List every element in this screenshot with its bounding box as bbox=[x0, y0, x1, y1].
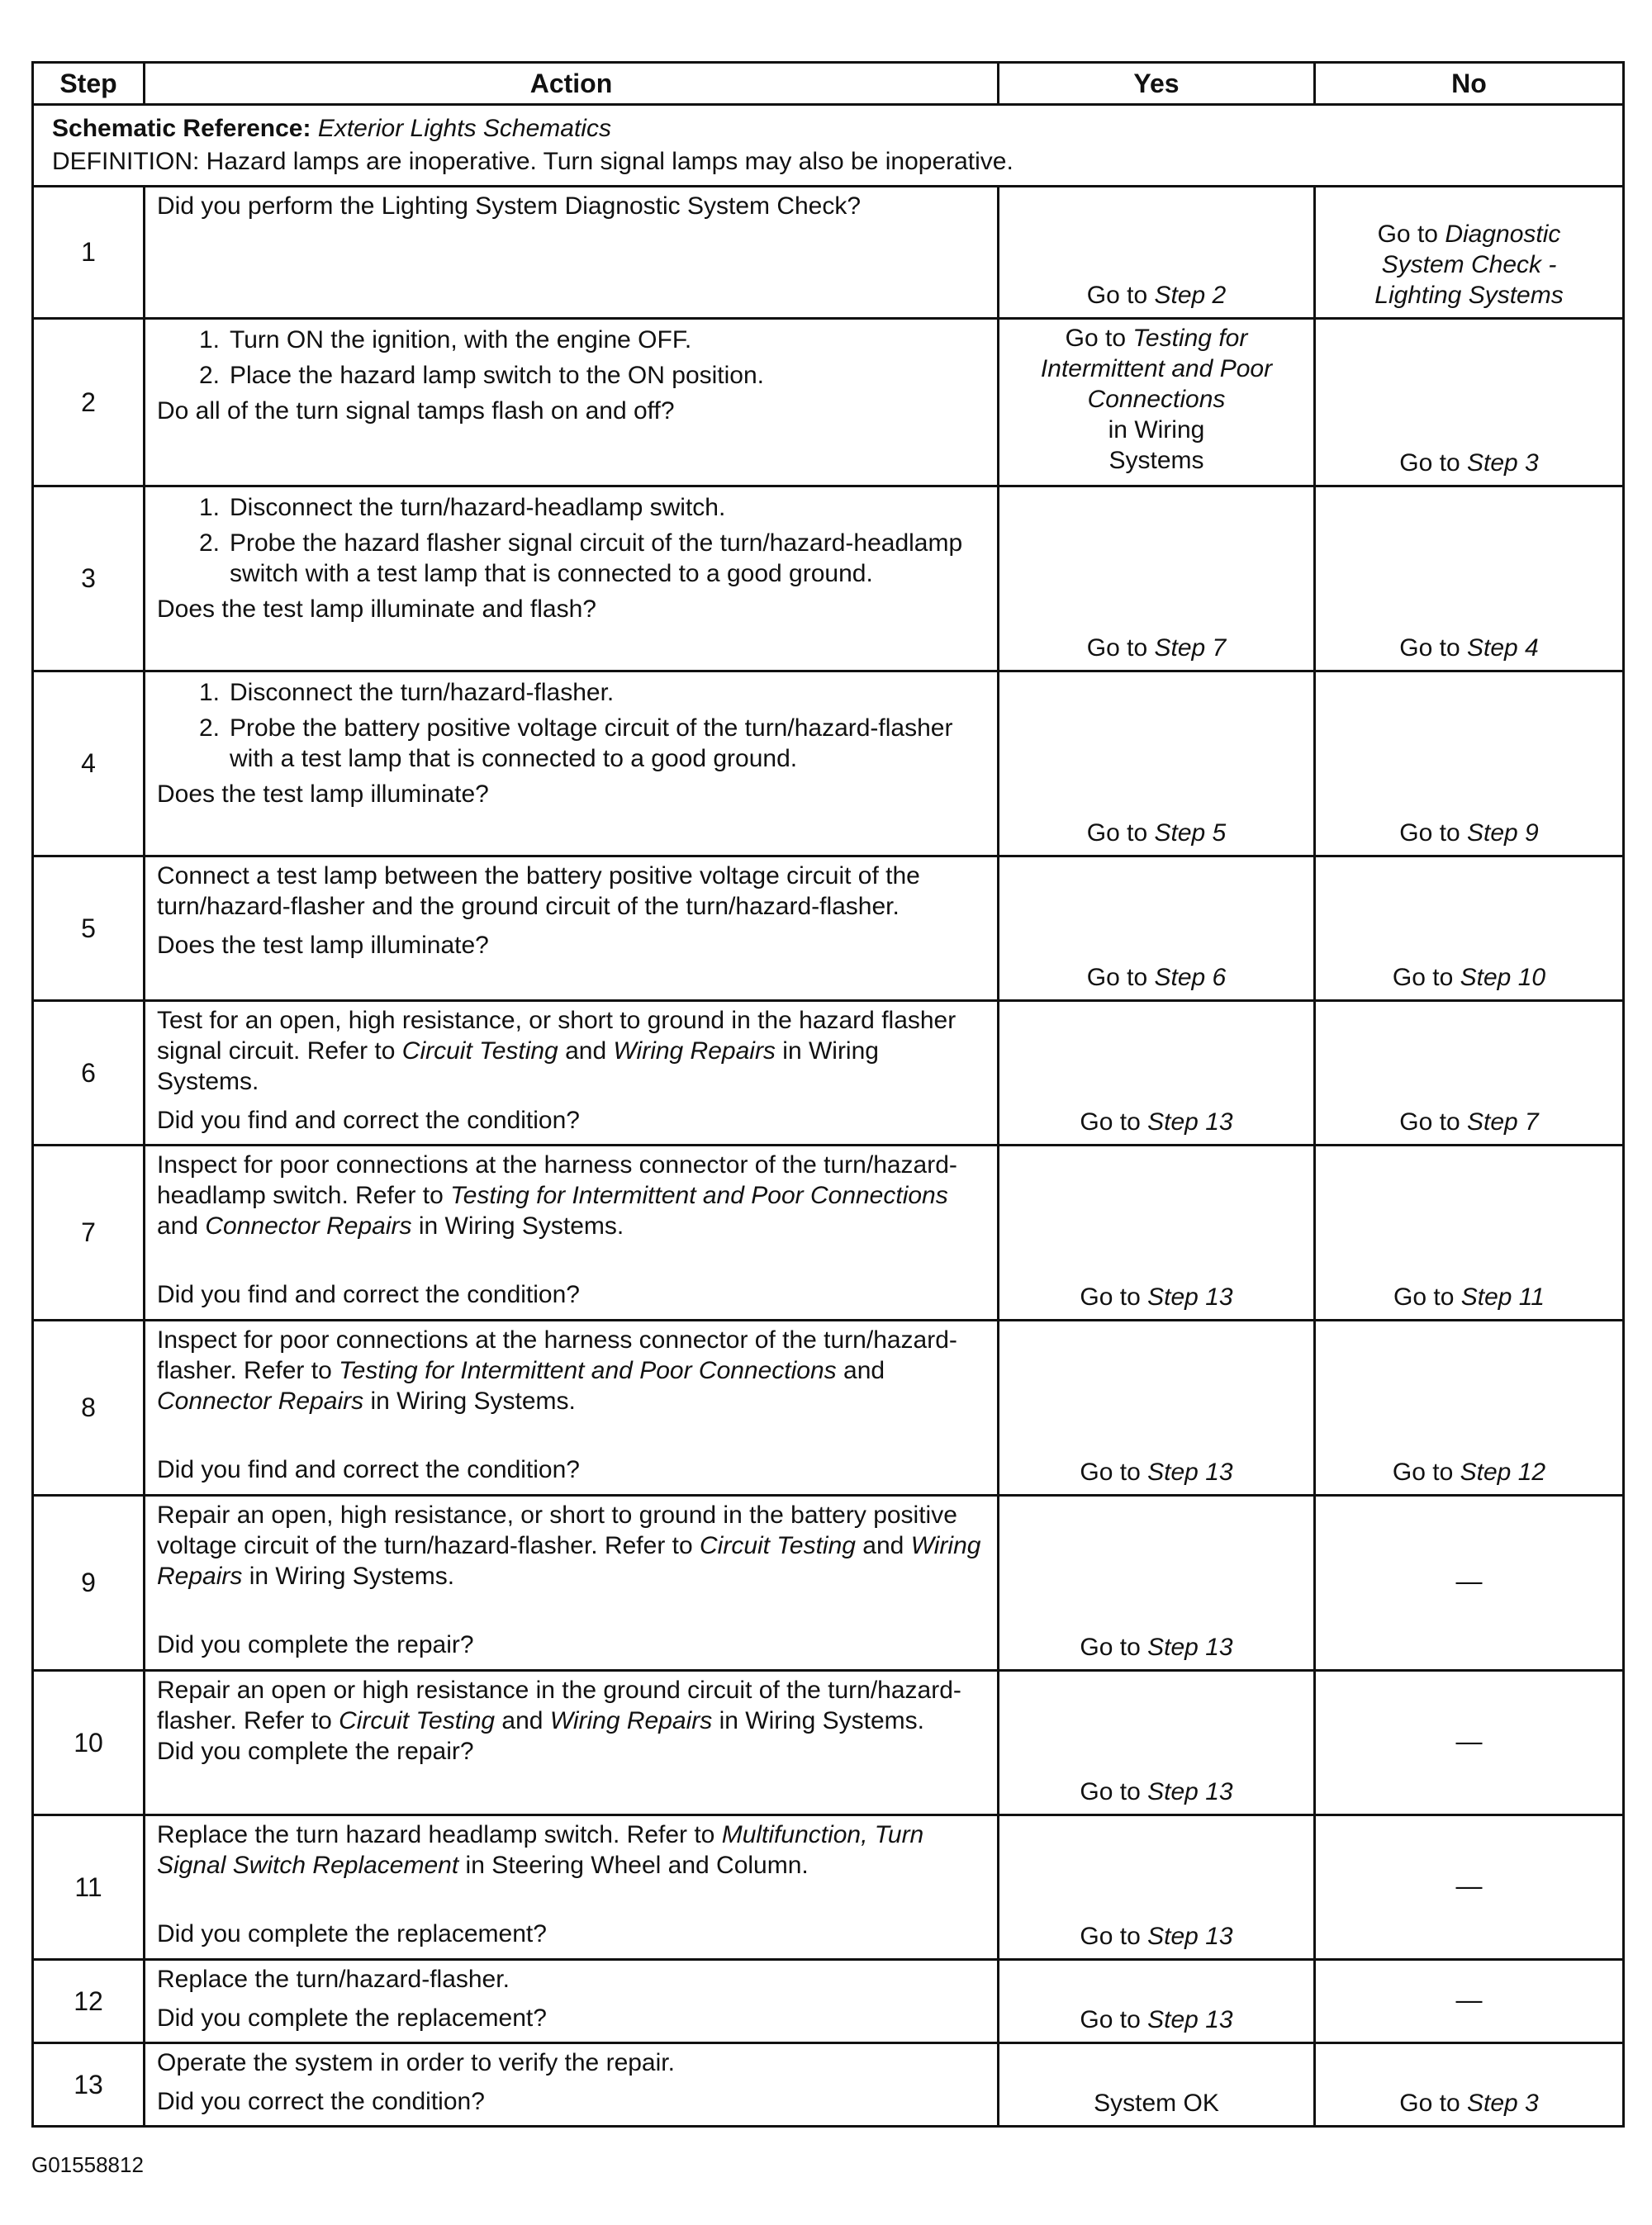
yes-cell bbox=[999, 1001, 1315, 1146]
action-cell bbox=[145, 187, 999, 319]
table-header-row bbox=[33, 63, 1624, 105]
goto-label: Go to bbox=[1080, 1778, 1141, 1805]
goto-label: Go to bbox=[1080, 2006, 1141, 2033]
action-cell bbox=[145, 856, 999, 1001]
goto-label: Go to bbox=[1080, 1923, 1141, 1950]
step-number: 8 bbox=[33, 1321, 145, 1496]
yes-cell: System OK bbox=[999, 2043, 1315, 2127]
step-number: 10 bbox=[33, 1671, 145, 1815]
yes-target: Step 13 bbox=[1147, 1634, 1233, 1661]
yes-target: Step 13 bbox=[1147, 1459, 1233, 1486]
goto-label: Go to bbox=[1086, 282, 1148, 309]
no-cell: — bbox=[1315, 1960, 1624, 2043]
action-cell bbox=[145, 1671, 999, 1815]
diagnostic-table bbox=[31, 61, 1625, 2128]
action-text: Replace the turn hazard headlamp switch. Refer to Multifunction, Turn Signal Switch Replacement in Steering Wheel and Column. bbox=[157, 1821, 924, 1879]
yes-target-1: Testing for bbox=[1132, 325, 1248, 352]
item-text: Probe the battery positive voltage circuit of the turn/hazard-flasher with a test lamp that is connected to a good ground. bbox=[230, 714, 953, 772]
no-cell bbox=[1315, 1001, 1624, 1146]
action-cell bbox=[145, 1960, 999, 2043]
yes-target: Step 13 bbox=[1147, 1283, 1233, 1311]
item-text: Disconnect the turn/hazard-flasher. bbox=[230, 679, 615, 706]
goto-label: Go to bbox=[1086, 819, 1148, 847]
question-text: Did you find and correct the condition? bbox=[157, 1281, 580, 1308]
goto-label: Go to bbox=[1399, 819, 1460, 847]
action-text: Replace the turn/hazard-flasher. bbox=[157, 1966, 510, 1993]
header-step: Step bbox=[33, 63, 145, 105]
yes-target-3: Connections bbox=[1087, 386, 1226, 413]
goto-label: Go to bbox=[1086, 634, 1148, 662]
question-text: Do all of the turn signal tamps flash on and off? bbox=[157, 397, 675, 425]
table-row bbox=[33, 1960, 1624, 2043]
yes-target: Step 13 bbox=[1147, 2006, 1233, 2033]
question-text: Did you find and correct the condition? bbox=[157, 1107, 580, 1134]
no-cell bbox=[1315, 671, 1624, 856]
goto-label: Go to bbox=[1399, 1108, 1460, 1136]
table-row bbox=[33, 319, 1624, 486]
action-text: Repair an open or high resistance in the ground circuit of the turn/hazard-flasher. Refer to Circuit Testing and Wiring Repairs in Wiring Systems. bbox=[157, 1677, 961, 1734]
table-row bbox=[33, 1146, 1624, 1321]
step-number: 13 bbox=[33, 2043, 145, 2127]
action-cell bbox=[145, 2043, 999, 2127]
goto-label: Go to bbox=[1080, 1634, 1141, 1661]
step-number: 11 bbox=[33, 1815, 145, 1960]
action-text: Operate the system in order to verify the repair. bbox=[157, 2049, 675, 2076]
action-cell bbox=[145, 1321, 999, 1496]
table-row bbox=[33, 1001, 1624, 1146]
goto-label: Go to bbox=[1080, 1108, 1141, 1136]
no-target-3: Lighting Systems bbox=[1374, 282, 1564, 309]
step-number: 9 bbox=[33, 1496, 145, 1671]
list-item: 2. Probe the hazard flasher signal circuit of the turn/hazard-headlamp switch with a test lamp that is connected to a good ground. bbox=[157, 528, 985, 589]
question-text: Did you complete the repair? bbox=[157, 1738, 474, 1765]
yes-cell bbox=[999, 1496, 1315, 1671]
figure-code: G01558812 bbox=[31, 2152, 144, 2177]
action-cell bbox=[145, 1815, 999, 1960]
action-text: Repair an open, high resistance, or short to ground in the battery positive voltage circuit of the turn/hazard-flasher. Refer to Circuit Testing and Wiring Repairs in Wiring Systems. bbox=[157, 1502, 981, 1590]
question-text: Did you find and correct the condition? bbox=[157, 1456, 580, 1483]
action-text: Inspect for poor connections at the harness connector of the turn/hazard-flasher. Refer to Testing for Intermittent and Poor Connections and Connector Repairs in Wiring Systems. bbox=[157, 1326, 957, 1415]
no-cell: — bbox=[1315, 1496, 1624, 1671]
step-number: 6 bbox=[33, 1001, 145, 1146]
item-text: Disconnect the turn/hazard-headlamp switch. bbox=[230, 494, 726, 521]
no-cell: — bbox=[1315, 1815, 1624, 1960]
no-cell bbox=[1315, 486, 1624, 671]
yes-plain-1: in Wiring bbox=[1108, 416, 1205, 444]
action-text: Connect a test lamp between the battery positive voltage circuit of the turn/hazard-flasher and the ground circuit of the turn/hazard-flasher. bbox=[157, 862, 920, 920]
list-item: 1. Disconnect the turn/hazard-headlamp switch. bbox=[157, 492, 985, 523]
action-cell bbox=[145, 671, 999, 856]
schematic-row bbox=[33, 105, 1624, 187]
yes-cell bbox=[999, 1960, 1315, 2043]
no-target: Step 4 bbox=[1466, 634, 1539, 662]
question-text: Did you complete the replacement? bbox=[157, 2004, 547, 2032]
goto-label: Go to bbox=[1399, 449, 1460, 477]
step-number: 3 bbox=[33, 486, 145, 671]
step-number: 1 bbox=[33, 187, 145, 319]
table-row bbox=[33, 1321, 1624, 1496]
step-number: 4 bbox=[33, 671, 145, 856]
goto-label: Go to bbox=[1065, 325, 1127, 352]
goto-label: Go to bbox=[1392, 964, 1454, 991]
no-cell bbox=[1315, 187, 1624, 319]
yes-target: Step 13 bbox=[1147, 1108, 1233, 1136]
schematic-cell bbox=[33, 105, 1624, 187]
goto-label: Go to bbox=[1080, 1283, 1141, 1311]
goto-label: Go to bbox=[1393, 1283, 1455, 1311]
yes-plain-2: Systems bbox=[1108, 447, 1204, 474]
table-row bbox=[33, 1671, 1624, 1815]
action-cell bbox=[145, 1146, 999, 1321]
action-text: Did you perform the Lighting System Diagnostic System Check? bbox=[157, 192, 862, 220]
action-text: Test for an open, high resistance, or short to ground in the hazard flasher signal circuit. Refer to Circuit Testing and Wiring Repairs in Wiring Systems. bbox=[157, 1007, 957, 1095]
yes-target: Step 13 bbox=[1147, 1923, 1233, 1950]
action-cell bbox=[145, 1001, 999, 1146]
goto-label: Go to bbox=[1399, 634, 1460, 662]
goto-label: Go to bbox=[1086, 964, 1148, 991]
yes-cell bbox=[999, 1671, 1315, 1815]
item-text: Turn ON the ignition, with the engine OFF. bbox=[230, 326, 692, 353]
step-number: 5 bbox=[33, 856, 145, 1001]
table-row bbox=[33, 187, 1624, 319]
item-text: Probe the hazard flasher signal circuit of the turn/hazard-headlamp switch with a test lamp that is connected to a good ground. bbox=[230, 529, 963, 587]
no-cell: — bbox=[1315, 1671, 1624, 1815]
yes-cell bbox=[999, 187, 1315, 319]
step-number: 7 bbox=[33, 1146, 145, 1321]
no-cell bbox=[1315, 2043, 1624, 2127]
no-target: Step 3 bbox=[1466, 2090, 1539, 2117]
no-cell bbox=[1315, 1321, 1624, 1496]
yes-cell bbox=[999, 856, 1315, 1001]
yes-cell bbox=[999, 1321, 1315, 1496]
question-text: Did you correct the condition? bbox=[157, 2088, 485, 2115]
no-target: Step 12 bbox=[1460, 1459, 1546, 1486]
table-row bbox=[33, 486, 1624, 671]
yes-cell bbox=[999, 1815, 1315, 1960]
yes-target-2: Intermittent and Poor bbox=[1040, 355, 1273, 382]
no-cell bbox=[1315, 1146, 1624, 1321]
action-cell bbox=[145, 319, 999, 486]
yes-cell bbox=[999, 486, 1315, 671]
question-text: Does the test lamp illuminate? bbox=[157, 780, 489, 808]
no-target: Step 11 bbox=[1460, 1283, 1545, 1311]
definition-text: DEFINITION: Hazard lamps are inoperative. Turn signal lamps may also be inoperative. bbox=[52, 148, 1014, 175]
no-target: Step 9 bbox=[1466, 819, 1539, 847]
no-cell bbox=[1315, 856, 1624, 1001]
yes-target: Step 7 bbox=[1154, 634, 1227, 662]
header-no: No bbox=[1315, 63, 1624, 105]
header-yes: Yes bbox=[999, 63, 1315, 105]
no-cell bbox=[1315, 319, 1624, 486]
question-text: Does the test lamp illuminate and flash? bbox=[157, 595, 596, 623]
table-row bbox=[33, 1496, 1624, 1671]
table-row bbox=[33, 1815, 1624, 1960]
list-item: 1. Turn ON the ignition, with the engine OFF. bbox=[157, 325, 985, 355]
yes-target: Step 6 bbox=[1154, 964, 1227, 991]
step-number: 12 bbox=[33, 1960, 145, 2043]
question-text: Did you complete the repair? bbox=[157, 1631, 474, 1658]
goto-label: Go to bbox=[1399, 2090, 1460, 2117]
yes-target: Step 5 bbox=[1154, 819, 1227, 847]
table-row bbox=[33, 2043, 1624, 2127]
no-prefix: Go to bbox=[1377, 221, 1438, 248]
yes-target: Step 2 bbox=[1154, 282, 1227, 309]
action-text: Inspect for poor connections at the harness connector of the turn/hazard-headlamp switch. Refer to Testing for Intermittent and Poor Connections and Connector Repairs in Wiring Systems. bbox=[157, 1151, 957, 1240]
yes-target: Step 13 bbox=[1147, 1778, 1233, 1805]
list-item: 2. Place the hazard lamp switch to the ON position. bbox=[157, 360, 985, 391]
question-text: Does the test lamp illuminate? bbox=[157, 932, 489, 959]
yes-cell bbox=[999, 1146, 1315, 1321]
goto-label: Go to bbox=[1080, 1459, 1141, 1486]
list-item: 2. Probe the battery positive voltage circuit of the turn/hazard-flasher with a test lamp that is connected to a good ground. bbox=[157, 713, 985, 774]
header-action: Action bbox=[145, 63, 999, 105]
no-target: Step 10 bbox=[1460, 964, 1546, 991]
table-row bbox=[33, 671, 1624, 856]
schematic-label: Schematic Reference: bbox=[52, 115, 311, 142]
question-text: Did you complete the replacement? bbox=[157, 1920, 547, 1947]
list-item: 1. Disconnect the turn/hazard-flasher. bbox=[157, 677, 985, 708]
no-target-1: Diagnostic bbox=[1445, 221, 1561, 248]
yes-cell bbox=[999, 671, 1315, 856]
goto-label: Go to bbox=[1392, 1459, 1454, 1486]
action-cell bbox=[145, 486, 999, 671]
action-cell bbox=[145, 1496, 999, 1671]
no-target: Step 3 bbox=[1466, 449, 1539, 477]
schematic-reference: Exterior Lights Schematics bbox=[317, 115, 611, 142]
item-text: Place the hazard lamp switch to the ON position. bbox=[230, 362, 764, 389]
yes-cell bbox=[999, 319, 1315, 486]
table-row bbox=[33, 856, 1624, 1001]
step-number: 2 bbox=[33, 319, 145, 486]
no-target-2: System Check - bbox=[1381, 251, 1557, 278]
no-target: Step 7 bbox=[1466, 1108, 1539, 1136]
